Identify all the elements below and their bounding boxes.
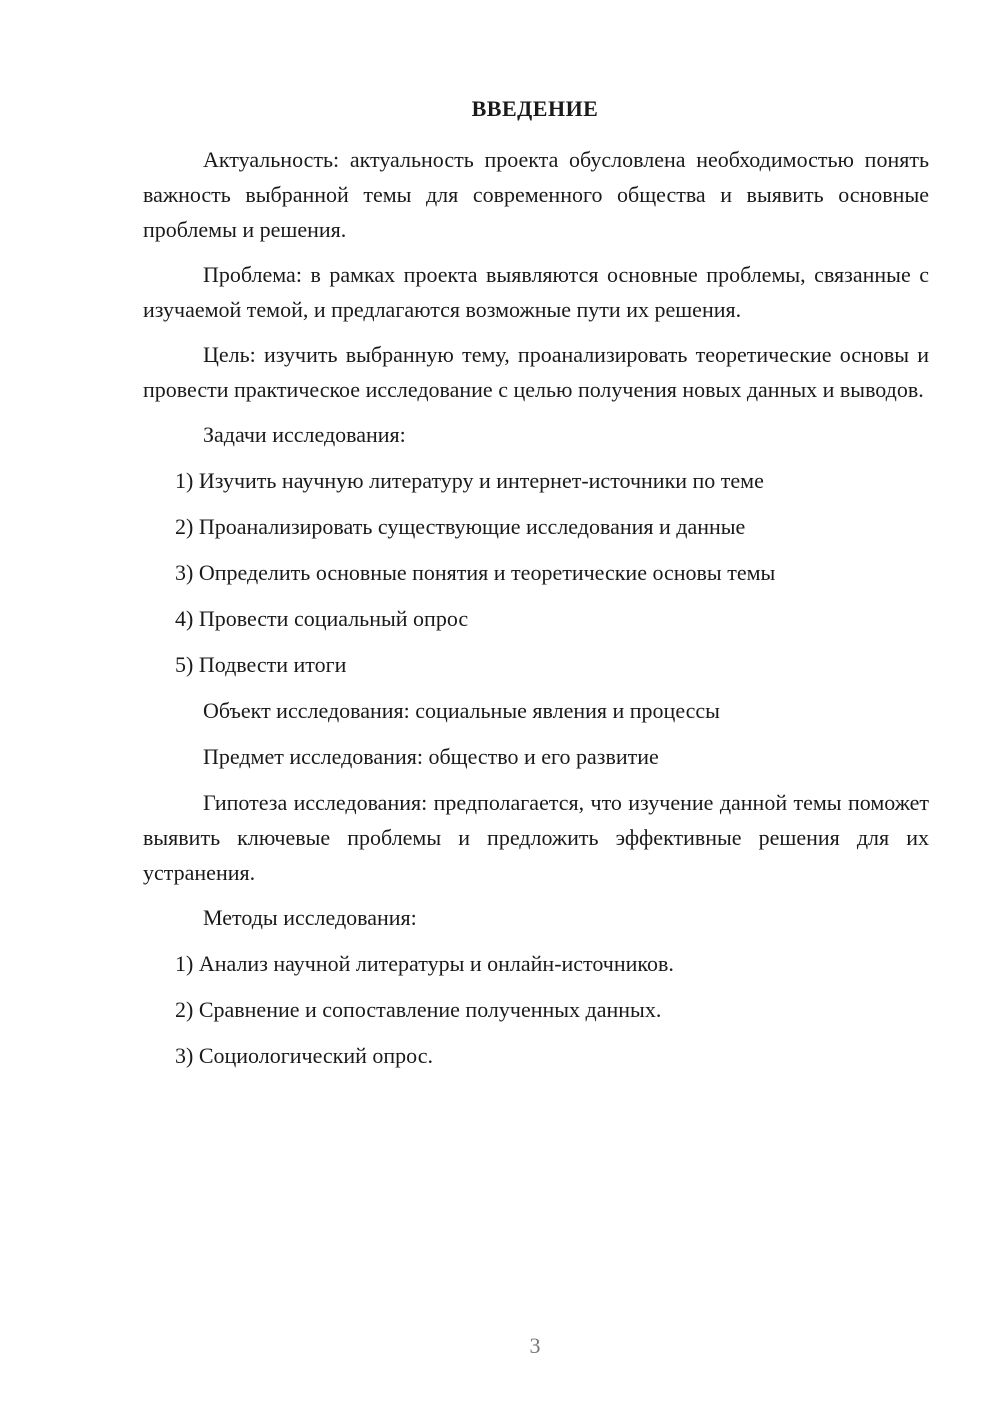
method-item: 3) Социологический опрос. [175,1043,433,1068]
method-item: 2) Сравнение и сопоставление полученных данных. [175,997,662,1022]
page-title: ВВЕДЕНИЕ [471,96,599,121]
task-item: 1) Изучить научную литературу и интернет-источники по теме [175,468,764,493]
object-line: Объект исследования: социальные явления и процессы [203,698,720,723]
problem-paragraph: Проблема: в рамках проекта выявляются основные проблемы, связанные с изучаемой темой, и предлагаются возможные пути их решения. [143,262,929,322]
task-item: 4) Провести социальный опрос [175,606,469,631]
task-item: 5) Подвести итоги [175,652,347,677]
tasks-heading: Задачи исследования: [203,422,406,447]
goal-paragraph: Цель: изучить выбранную тему, проанализировать теоретические основы и провести практическое исследование с целью получения новых данных и выводов. [143,342,929,402]
methods-heading: Методы исследования: [203,905,417,930]
subject-line: Предмет исследования: общество и его развитие [203,744,659,769]
task-item: 2) Проанализировать существующие исследования и данные [175,514,746,539]
page-number: 3 [529,1333,541,1358]
document-body [143,142,929,1084]
task-item: 3) Определить основные понятия и теоретические основы темы [175,560,776,585]
hypothesis-paragraph: Гипотеза исследования: предполагается, что изучение данной темы поможет выявить ключевые проблемы и предложить эффективные решения для их устранения. [143,790,929,885]
method-item: 1) Анализ научной литературы и онлайн-источников. [175,951,674,976]
relevance-paragraph: Актуальность: актуальность проекта обусловлена необходимостью понять важность выбранной темы для современного общества и выявить основные проблемы и решения. [143,147,929,242]
